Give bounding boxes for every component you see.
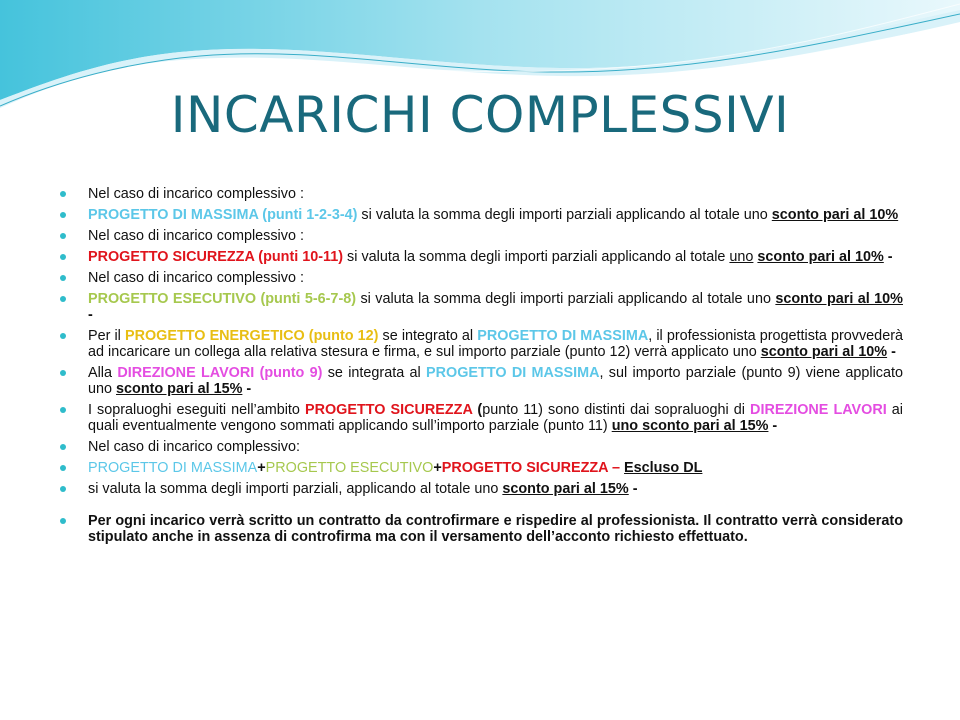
item-text: si valuta la somma degli importi parziali, applicando al totale uno xyxy=(88,481,503,497)
item-text: , sul importo parziale (punto 9) viene applicato uno xyxy=(88,365,904,397)
list-item xyxy=(60,270,903,286)
item-end: - xyxy=(242,381,252,397)
discount-text: sconto pari al 15% xyxy=(116,381,243,397)
highlight-direzione-lavori: DIREZIONE LAVORI xyxy=(750,402,887,418)
list-item xyxy=(60,513,903,545)
item-text: si valuta la somma degli importi parziali applicando al totale uno xyxy=(357,207,772,223)
discount-text: sconto pari al 10% xyxy=(775,291,903,307)
item-text: Nel caso di incarico complessivo : xyxy=(88,228,304,244)
item-text: si valuta la somma degli importi parziali applicando al totale xyxy=(343,249,730,265)
list-item xyxy=(60,207,903,223)
list-item xyxy=(60,291,903,323)
highlight-progetto-sicurezza: PROGETTO SICUREZZA – xyxy=(441,460,621,476)
item-end: - xyxy=(887,344,896,360)
item-text: si valuta la somma degli importi parziali applicando al totale uno xyxy=(356,291,776,307)
list-item xyxy=(60,439,903,455)
highlight-progetto-esecutivo: PROGETTO ESECUTIVO xyxy=(265,460,434,476)
item-text: Per il xyxy=(88,328,125,344)
item-end: - xyxy=(88,307,93,323)
item-text: Nel caso di incarico complessivo : xyxy=(88,270,304,286)
item-text: Alla xyxy=(88,365,118,381)
page-title: INCARICHI COMPLESSIVI xyxy=(170,86,790,144)
plus-sign: + xyxy=(257,460,266,476)
item-text: , il professionista progettista provvederà ad incaricare un collega alla relativa stesura e firma, e sul importo parziale (punto 12) verrà applicato uno xyxy=(88,328,903,360)
item-end: - xyxy=(768,418,778,434)
highlight-progetto-sicurezza: PROGETTO SICUREZZA xyxy=(304,402,473,418)
item-text: ( xyxy=(472,402,483,418)
discount-text: sconto pari al 10% xyxy=(771,207,899,223)
highlight-progetto-massima: PROGETTO DI MASSIMA xyxy=(426,365,600,381)
item-text: I sopraluoghi eseguiti nell’ambito xyxy=(88,402,305,418)
discount-text: sconto pari al 15% xyxy=(502,481,629,497)
list-item xyxy=(60,228,903,244)
item-text: Nel caso di incarico complessivo: xyxy=(88,439,300,455)
highlight-progetto-massima: PROGETTO DI MASSIMA (punti 1-2-3-4) xyxy=(88,207,358,223)
highlight-progetto-massima: PROGETTO DI MASSIMA xyxy=(477,328,649,344)
contract-note: Per ogni incarico verrà scritto un contratto da controfirmare e rispedire al professionista. Il contratto verrà considerato stipulato anche in assenza di controfirma ma con il versamento dell’acconto richiesto effettuato. xyxy=(88,513,903,545)
item-text: Nel caso di incarico complessivo : xyxy=(88,186,304,202)
excluded-dl-text: Escluso DL xyxy=(624,460,703,476)
highlight-direzione-lavori: DIREZIONE LAVORI (punto 9) xyxy=(117,365,323,381)
list-item xyxy=(60,481,903,497)
list-item xyxy=(60,186,903,202)
discount-text: sconto pari al 10% xyxy=(757,249,884,265)
plus-sign: + xyxy=(433,460,442,476)
highlight-progetto-massima: PROGETTO DI MASSIMA xyxy=(88,460,258,476)
discount-text: sconto pari al 10% xyxy=(760,344,888,360)
item-text: ai quali eventualmente vengono sommati applicando sull’importo parziale (punto 11) xyxy=(88,402,903,434)
list-item xyxy=(60,328,903,360)
item-text: se integrato al xyxy=(378,328,478,344)
highlight-progetto-esecutivo: PROGETTO ESECUTIVO (punti 5-6-7-8) xyxy=(88,291,357,307)
bullet-list xyxy=(60,186,903,545)
underlined-text: uno xyxy=(729,249,754,265)
list-item xyxy=(60,460,903,476)
highlight-progetto-sicurezza: PROGETTO SICUREZZA (punti 10-11) xyxy=(88,249,344,265)
discount-text: uno sconto pari al 15% xyxy=(611,418,769,434)
list-item xyxy=(60,249,903,265)
item-text: se integrata al xyxy=(322,365,427,381)
list-item xyxy=(60,402,903,434)
item-end: - xyxy=(883,249,893,265)
highlight-progetto-energetico: PROGETTO ENERGETICO (punto 12) xyxy=(124,328,379,344)
list-item xyxy=(60,365,903,397)
item-end: - xyxy=(628,481,638,497)
item-text: punto 11) sono distinti dai sopraluoghi di xyxy=(482,402,751,418)
